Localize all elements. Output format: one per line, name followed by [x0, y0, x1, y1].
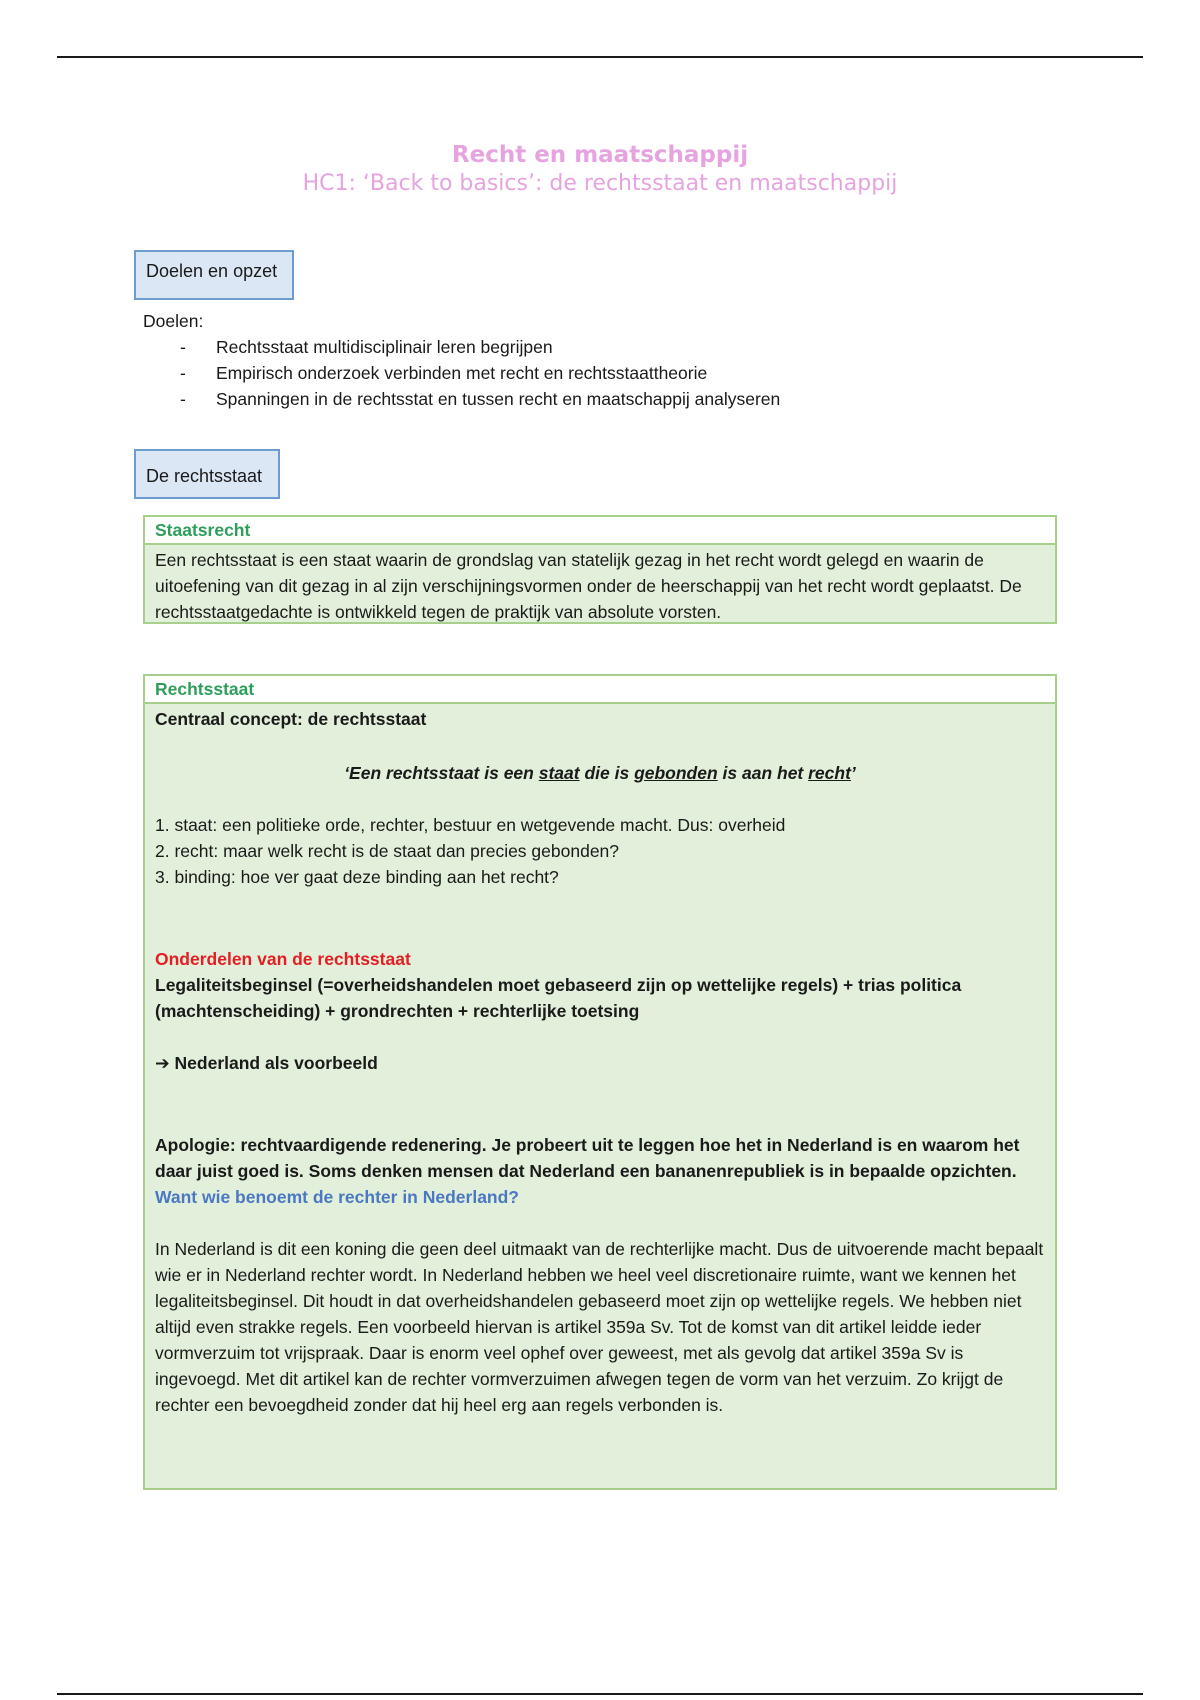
staatsrecht-text: Een rechtsstaat is een staat waarin de grondslag van statelijk gezag in het recht wordt gelegd en waarin de uitoefening van dit gezag in al zijn verschijningsvormen onder de heerschappij van het recht wordt geplaatst. De rechtsstaatgedachte is ontwikkeld tegen de praktijk van absolute vorsten. [155, 550, 1022, 622]
numbered-item: 3. binding: hoe ver gaat deze binding aan het recht? [155, 867, 559, 887]
goal-item: - Empirisch onderzoek verbinden met recht en rechtsstaattheorie [180, 363, 708, 383]
rechtsstaat-heading: Rechtsstaat [145, 676, 1055, 704]
header-rule [57, 56, 1143, 58]
document-title: Recht en maatschappij [451, 142, 749, 168]
numbered-item: 1. staat: een politieke orde, rechter, bestuur en wetgevende macht. Dus: overheid [155, 815, 786, 835]
onderdelen-text: Legaliteitsbeginsel (=overheidshandelen moet gebaseerd zijn op wettelijke regels) + trias politica (machtenscheiding) + grondrechten + rechterlijke toetsing [155, 975, 962, 1021]
central-concept: Centraal concept: de rechtsstaat [155, 709, 427, 729]
explanation-paragraph: In Nederland is dit een koning die geen deel uitmaakt van de rechterlijke macht. Dus de uitvoerende macht bepaalt wie er in Nederland rechter wordt. In Nederland hebben we heel veel discretionaire ruimte, want we kennen het legaliteitsbeginsel. Dit houdt in dat overheidshandelen gebaseerd moet zijn op wettelijke regels. We hebben niet altijd even strakke regels. Een voorbeeld hiervan is artikel 359a Sv. Tot de komst van dit artikel leidde ieder vormverzuim tot vrijspraak. Daar is enorm veel ophef over geweest, met als gevolg dat artikel 359a Sv is ingevoegd. Met dit artikel kan de rechter vormverzuimen afwegen tegen de vorm van het verzuim. Zo krijgt de rechter een bevoegdheid zonder dat hij heel erg aan regels verbonden is. [155, 1239, 1044, 1415]
section-heading-rechtsstaat: De rechtsstaat [134, 449, 280, 499]
document-subtitle: HC1: ‘Back to basics’: de rechtsstaat en maatschappij [302, 171, 898, 196]
question-text: Want wie benoemt de rechter in Nederland? [155, 1187, 519, 1207]
staatsrecht-heading: Staatsrecht [145, 517, 1055, 545]
apologie-paragraph: Apologie: rechtvaardigende redenering. Je probeert uit te leggen hoe het in Nederland is en waarom het daar juist goed is. Soms denken mensen dat Nederland een bananenrepubliek is in bepaalde opzichten. Want wie benoemt de rechter in Nederland? [155, 1135, 1020, 1207]
footer-rule [57, 1693, 1143, 1695]
rechtsstaat-box [143, 674, 1057, 1490]
goals-heading: Doelen: [143, 311, 204, 331]
document-header [0, 140, 1200, 198]
numbered-item: 2. recht: maar welk recht is de staat dan precies gebonden? [155, 841, 620, 861]
example-arrow-line: ➔ Nederland als voorbeeld [155, 1053, 378, 1073]
section-heading-doelen: Doelen en opzet [134, 250, 294, 300]
staatsrecht-box [143, 515, 1057, 624]
goal-item: - Rechtsstaat multidisciplinair leren begrijpen [180, 337, 553, 357]
goal-item: - Spanningen in de rechtsstat en tussen recht en maatschappij analyseren [180, 389, 781, 409]
onderdelen-heading: Onderdelen van de rechtsstaat [155, 949, 411, 969]
definition-quote: ‘Een rechtsstaat is een staat die is gebonden is aan het recht’ [344, 763, 856, 783]
goals-list [143, 308, 780, 412]
